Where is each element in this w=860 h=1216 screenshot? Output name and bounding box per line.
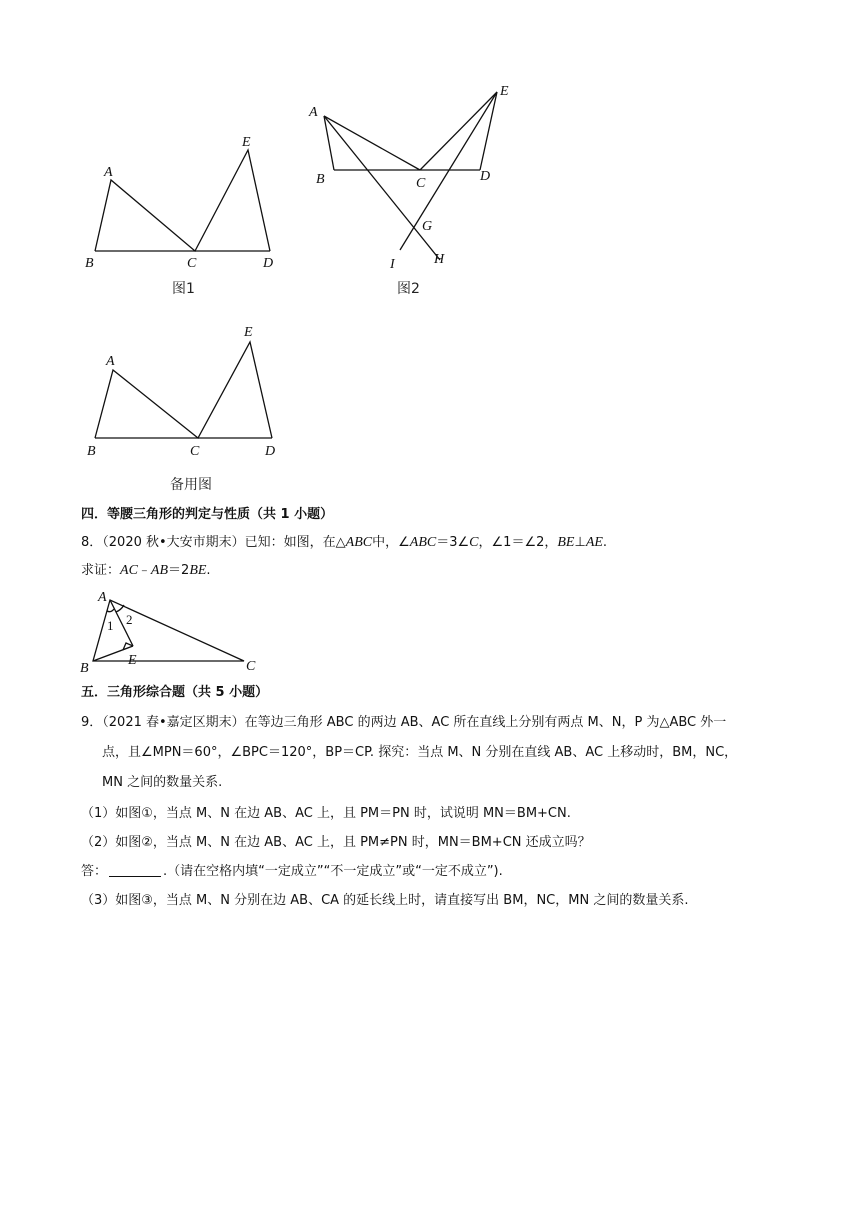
backup-label-b: B bbox=[87, 444, 96, 459]
q9-line-1: 9．（2021 春•嘉定区期末）在等边三角形 ABC 的两边 AB、AC 所在直线上分别有两点 M、N，P 为△ABC 外一 bbox=[81, 715, 727, 730]
q8-label-a: A bbox=[98, 590, 107, 605]
q9-part-1: （1）如图①，当点 M、N 在边 AB、AC 上，且 PM＝PN 时，试说明 MN＝BM+CN. bbox=[81, 806, 571, 821]
q9-line-2: 点，且∠MPN＝60°，∠BPC＝120°，BP＝CP. 探究：当点 M、N 分别在直线 AB、AC 上移动时，BM，NC， bbox=[102, 745, 738, 760]
q8-prove: 求证：AC﹣AB＝2BE. bbox=[81, 563, 211, 578]
figure-backup bbox=[80, 318, 290, 463]
fig2-label-h: H bbox=[434, 252, 445, 267]
q9-line-3: MN 之间的数量关系. bbox=[102, 775, 223, 790]
fig2-label-e: E bbox=[500, 84, 509, 99]
backup-label-d: D bbox=[265, 444, 276, 459]
q8-angle-2: 2 bbox=[126, 612, 133, 627]
q8-label-e: E bbox=[128, 653, 137, 668]
figure-1 bbox=[80, 130, 290, 275]
fig2-label-c: C bbox=[416, 176, 426, 191]
fig1-label-e: E bbox=[242, 135, 251, 150]
q9-part-3: （3）如图③，当点 M、N 分别在边 AB、CA 的延长线上时，请直接写出 BM，NC，MN 之间的数量关系. bbox=[81, 893, 689, 908]
section-4-heading: 四．等腰三角形的判定与性质（共 1 小题） bbox=[81, 507, 334, 522]
backup-caption: 备用图 bbox=[170, 477, 212, 493]
q8-statement: 8．（2020 秋•大安市期末）已知：如图，在△ABC中，∠ABC＝3∠C，∠1＝∠2，BE⊥AE. bbox=[81, 535, 608, 550]
q8-label-c: C bbox=[246, 659, 256, 674]
q8-label-b: B bbox=[80, 661, 89, 676]
fig1-label-d: D bbox=[263, 256, 274, 271]
fig2-label-i: I bbox=[390, 257, 395, 272]
backup-label-a: A bbox=[106, 354, 115, 369]
fig2-label-a: A bbox=[309, 105, 318, 120]
q8-angle-1: 1 bbox=[107, 618, 114, 633]
backup-label-e: E bbox=[244, 325, 253, 340]
figure-q8 bbox=[78, 586, 268, 676]
section-5-heading: 五．三角形综合题（共 5 小题） bbox=[81, 685, 269, 700]
answer-blank[interactable] bbox=[109, 864, 161, 877]
fig2-label-g: G bbox=[422, 219, 433, 234]
backup-label-c: C bbox=[190, 444, 200, 459]
fig2-caption: 图2 bbox=[397, 281, 420, 297]
fig1-caption: 图1 bbox=[172, 281, 195, 297]
fig1-label-a: A bbox=[104, 165, 113, 180]
q9-answer: 答： .（请在空格内填“一定成立”“不一定成立”或“一定不成立”). bbox=[81, 864, 503, 879]
fig2-label-b: B bbox=[316, 172, 325, 187]
figure-2 bbox=[300, 78, 530, 273]
fig1-label-b: B bbox=[85, 256, 94, 271]
q9-part-2: （2）如图②，当点 M、N 在边 AB、AC 上，且 PM≠PN 时，MN＝BM+CN 还成立吗？ bbox=[81, 835, 591, 850]
fig2-label-d: D bbox=[480, 169, 491, 184]
fig1-label-c: C bbox=[187, 256, 197, 271]
